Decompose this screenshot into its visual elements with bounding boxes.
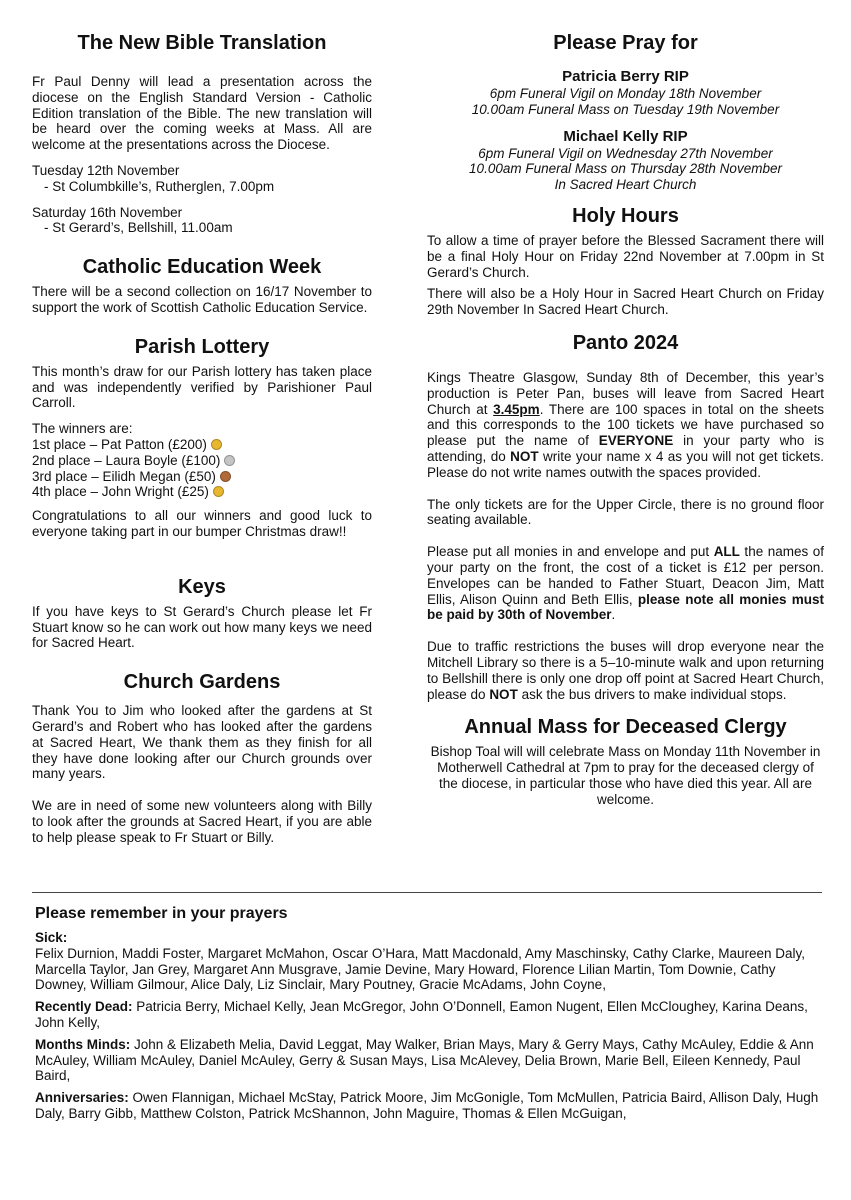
section-title: Panto 2024 (572, 331, 679, 354)
section-title: Keys (178, 575, 226, 598)
event-date: Saturday 16th November (32, 204, 183, 220)
church-gardens-section (32, 669, 372, 845)
section-body: There will be a second collection on 16/17 November to support the work of Scottish Catholic Education Service. (32, 284, 372, 315)
winner-row: 3rd place – Eilidh Megan (£50) (32, 469, 372, 485)
winner-row: 2nd place – Laura Boyle (£100) (32, 453, 372, 469)
medal-icon (213, 486, 224, 497)
funeral-detail: 10.00am Funeral Mass on Tuesday 19th November (471, 101, 780, 117)
funeral-detail: 6pm Funeral Vigil on Wednesday 27th November (478, 145, 773, 161)
gold-medal-icon (211, 439, 222, 450)
section-body: To allow a time of prayer before the Blessed Sacrament there will be a final Holy Hour on Friday 22nd November at 7.00pm in St Gerard’s Church. (427, 232, 824, 280)
section-title: Parish Lottery (134, 335, 270, 358)
recently-dead-list (35, 999, 825, 1031)
deceased-clergy-section (427, 714, 824, 807)
section-body: We are in need of some new volunteers along with Billy to look after the grounds at Sacred Heart, if you are able to help please speak to Fr Stuart or Billy. (32, 798, 372, 845)
education-week-section (32, 254, 372, 316)
section-body: The only tickets are for the Upper Circle, there is no ground floor seating available. (427, 496, 824, 528)
departure-time: 3.45pm (493, 401, 540, 417)
left-column (32, 30, 372, 846)
event-date: Tuesday 12th November (32, 162, 180, 178)
section-title: The New Bible Translation (77, 32, 327, 54)
event-venue: - St Gerard’s, Bellshill, 11.00am (44, 220, 233, 236)
section-body: Fr Paul Denny will lead a presentation across the diocese on the English Standard Version - Catholic Edition translation of the Bible. The new translation will be heard over the coming weeks at Mass. All are welcome at the presentations across the Diocese. (32, 74, 372, 153)
name-list: John & Elizabeth Melia, David Leggat, May Walker, Brian Mays, Mary & Gerry Mays, Cathy McAuley, Eddie & Ann McAuley, William McAuley, Daniel McAuley, Gerry & Susan Mays, Lisa McAlevey, Delia Brown, Marie Bell, Eileen Kennedy, Paul Baird, (35, 1036, 814, 1084)
list-label: Recently Dead: (35, 999, 133, 1015)
section-body: Kings Theatre Glasgow, Sunday 8th of December, this year’s production is Peter Pan, buses will leave from Sacred Heart Church at 3.45pm. There are 100 spaces in total on the sheets and this corresponds to the 100 tickets we have purchased so please put the name of EVERYONE in your party who is attending, do NOT write your name x 4 as you will not get tickets. Please do not write names outwith the spaces provided. (427, 369, 825, 480)
section-body: There will also be a Holy Hour in Sacred Heart Church on Friday 29th November In Sacred Heart Church. (427, 286, 824, 318)
deceased-name: Patricia Berry RIP (562, 68, 689, 85)
section-body: If you have keys to St Gerard’s Church please let Fr Stuart know so he can work out how many keys we need for Sacred Heart. (32, 603, 372, 651)
section-title: Catholic Education Week (82, 256, 322, 279)
section-body: Bishop Toal will will celebrate Mass on Monday 11th November in Motherwell Cathedral at 7pm to pray for the deceased clergy of the diocese, in particular those who have died this year. All are welcome. (430, 744, 821, 807)
section-body: Due to traffic restrictions the buses will drop everyone near the Mitchell Library so there is a 5–10-minute walk and upon returning to Bellshill there is only one drop off point at Sacred Heart Church, please do NOT ask the bus drivers to make individual stops. (427, 639, 824, 702)
sick-list (35, 930, 825, 993)
please-pray-section (427, 30, 824, 193)
list-label: Anniversaries: (35, 1090, 129, 1106)
section-title: Please Pray for (553, 32, 698, 54)
anniversaries-list (35, 1090, 825, 1122)
list-label: Months Minds: (35, 1036, 131, 1052)
section-body: Congratulations to all our winners and good luck to everyone taking part in our bumper Christmas draw!! (32, 508, 372, 539)
prayer-list-section (35, 905, 825, 1128)
divider (32, 892, 822, 893)
section-title: Church Gardens (123, 671, 281, 694)
section-body: Thank You to Jim who looked after the gardens at St Gerard’s and Robert who has looked after the gardens at Sacred Heart, We thank them as they finish for all they have done looking after our Church grounds over many years. (32, 703, 372, 782)
section-body: Please put all monies in and envelope and put ALL the names of your party on the front, the cost of a ticket is £12 per person. Envelopes can be handed to Father Stuart, Deacon Jim, Matt Ellis, Alison Quinn and Beth Ellis, please note all monies must be paid by 30th of November. (427, 544, 824, 623)
name-list: Owen Flannigan, Michael McStay, Patrick Moore, Jim McGonigle, Tom McMullen, Patricia Baird, Allison Daly, Hugh Daly, Barry Gibb, Matthew Colston, Patrick McShannon, John Maguire, Thomas & Ellen McGuigan, (35, 1090, 819, 1121)
name-list: Felix Durnion, Maddi Foster, Margaret McMahon, Oscar O’Hara, Matt Macdonald, Amy Maschinsky, Cathy Clarke, Maureen Daly, Marcella Taylor, Jan Grey, Margaret Ann Musgrave, Jamie Devine, Mary Howard, Florence Lilian Martin, Tom Downie, Cathy Downey, William Gilmour, Alice Daly, Liz Sinclair, Mary Poutney, Gracie McAdams, John Coyne, (35, 945, 806, 993)
bible-translation-section (32, 30, 372, 236)
silver-medal-icon (224, 455, 235, 466)
name-list: Patricia Berry, Michael Kelly, Jean McGregor, John O’Donnell, Eamon Nugent, Ellen McCloughey, Karina Deans, John Kelly, (35, 999, 808, 1030)
section-title: Annual Mass for Deceased Clergy (464, 716, 787, 739)
section-title: Holy Hours (572, 204, 679, 227)
months-minds-list (35, 1037, 825, 1084)
keys-section (32, 574, 372, 651)
funeral-detail: In Sacred Heart Church (554, 177, 697, 193)
funeral-detail: 6pm Funeral Vigil on Monday 18th November (489, 86, 762, 101)
funeral-detail: 10.00am Funeral Mass on Thursday 28th November (469, 161, 782, 177)
winners-label: The winners are: (32, 421, 133, 437)
right-column (427, 30, 824, 808)
holy-hours-section (427, 203, 824, 318)
parish-lottery-section (32, 334, 372, 540)
winner-row: 4th place – John Wright (£25) (32, 484, 372, 500)
bronze-medal-icon (220, 471, 231, 482)
event-venue: - St Columbkille’s, Rutherglen, 7.00pm (44, 178, 275, 194)
list-label: Sick: (35, 930, 68, 945)
winner-row: 1st place – Pat Patton (£200) (32, 437, 372, 453)
panto-section (427, 330, 824, 702)
section-title: Please remember in your prayers (35, 905, 288, 922)
deceased-name: Michael Kelly RIP (563, 127, 688, 145)
section-body: This month’s draw for our Parish lottery has taken place and was independently verified by Parishioner Paul Carroll. (32, 363, 372, 411)
